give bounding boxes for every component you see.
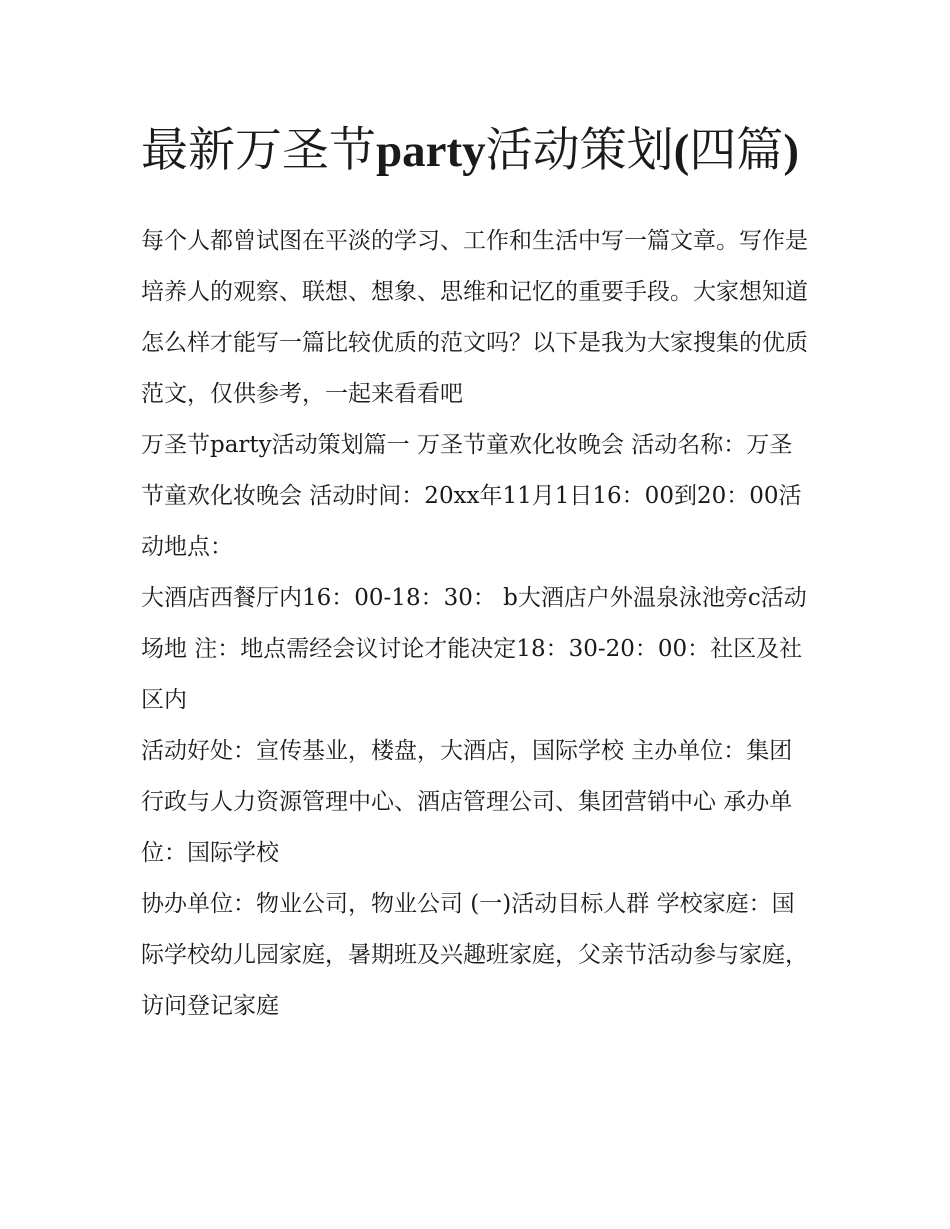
paragraph-target-audience: 协办单位：物业公司，物业公司 (一)活动目标人群 学校家庭：国际学校幼儿园家庭，暑期班及兴趣班家庭，父亲节活动参与家庭，访问登记家庭 xyxy=(141,891,808,1019)
title-paren-open: ( xyxy=(673,125,690,177)
paragraph-event-info: 万圣节party活动策划篇一 万圣节童欢化妆晚会 活动名称：万圣节童欢化妆晚会 活动时间：20xx年11月1日16：00到20：00活动地点： xyxy=(141,432,802,560)
document-page xyxy=(141,112,813,1032)
title-text-2: 活动策划 xyxy=(485,123,674,178)
title-text-latin: party xyxy=(376,125,486,177)
paragraph-schedule: 大酒店西餐厅内16：00-18：30： b大酒店户外温泉泳池旁c活动场地 注：地点需经会议讨论才能决定18：30-20：00：社区及社区内 xyxy=(141,585,807,713)
paragraph-organizers: 活动好处：宣传基业，楼盘，大酒店，国际学校 主办单位：集团行政与人力资源管理中心、酒店管理公司、集团营销中心 承办单位：国际学校 xyxy=(141,738,793,866)
paragraph-intro: 每个人都曾试图在平淡的学习、工作和生活中写一篇文章。写作是培养人的观察、联想、想象、思维和记忆的重要手段。大家想知道怎么样才能写一篇比较优质的范文吗？以下是我为大家搜集的优质范文，仅供参考，一起来看看吧 xyxy=(141,228,808,407)
title-text-1: 最新万圣节 xyxy=(141,123,376,178)
document-title xyxy=(141,112,813,190)
document-body xyxy=(141,216,813,1032)
title-paren-close: ) xyxy=(783,125,799,177)
title-text-3: 四篇 xyxy=(689,123,784,178)
